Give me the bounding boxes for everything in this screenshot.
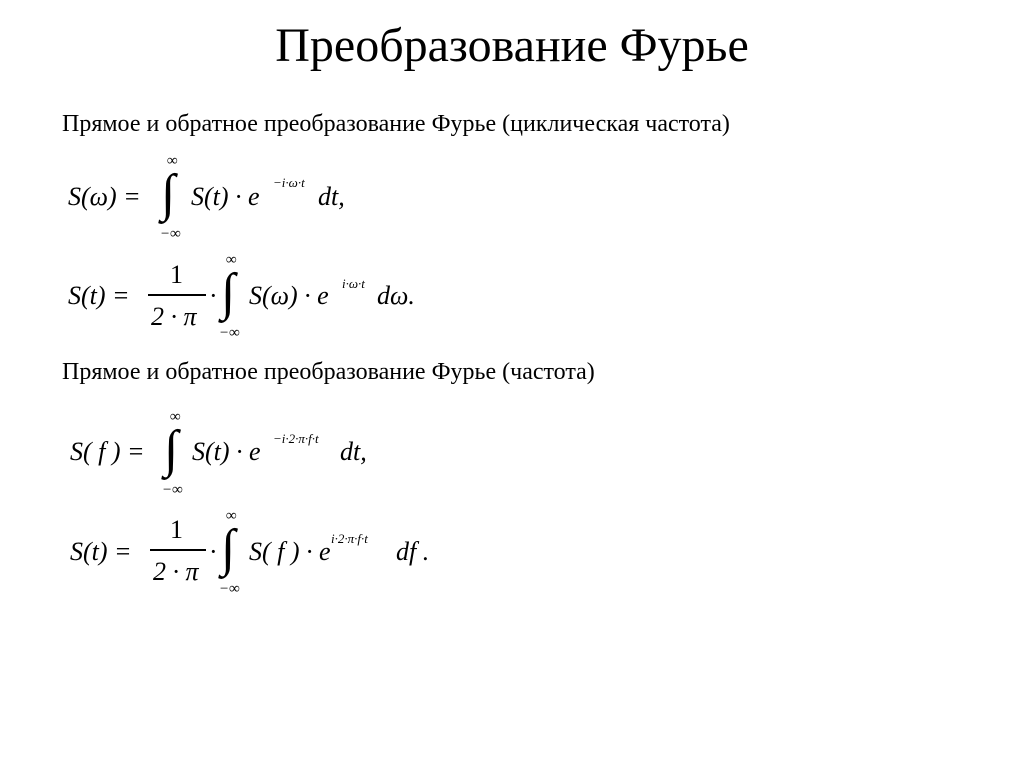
formula-exponent: −i·ω·t	[273, 175, 305, 190]
formula-exponent: −i·2·π·f·t	[273, 431, 319, 446]
multiply-dot: ·	[209, 537, 218, 566]
formula-integrand: S(t) · e	[191, 182, 260, 211]
integral-sign: ∫	[164, 421, 179, 478]
integral-sign: ∫	[161, 165, 176, 222]
formula-exponent: i·2·π·f·t	[331, 531, 368, 546]
formula-lhs: S(t) =	[68, 281, 130, 310]
formula-lhs: S(ω) =	[68, 182, 141, 211]
formula-exponent: i·ω·t	[342, 276, 365, 291]
lower-limit: −∞	[160, 226, 181, 242]
integral-sign: ∫	[221, 520, 236, 577]
lower-limit: −∞	[219, 325, 240, 341]
upper-limit: ∞	[226, 508, 237, 524]
upper-limit: ∞	[170, 409, 181, 425]
formula-integrand: S(t) · e	[192, 437, 261, 466]
integral-sign: ∫	[221, 264, 236, 321]
section-heading-cyclic: Прямое и обратное преобразование Фурье (циклическая частота)	[62, 111, 730, 137]
upper-limit: ∞	[167, 153, 178, 169]
fraction-bar	[150, 549, 206, 551]
formula-tail: df .	[396, 537, 430, 566]
lower-limit: −∞	[162, 482, 183, 498]
upper-limit: ∞	[226, 252, 237, 268]
fraction-numerator: 1	[170, 515, 183, 544]
multiply-dot: ·	[209, 281, 218, 310]
fraction-denominator: 2 · π	[153, 557, 199, 586]
fraction-bar	[148, 294, 206, 296]
formula-lhs: S( f ) =	[70, 437, 145, 466]
formula-tail: dt,	[318, 182, 345, 211]
formula-integrand: S( f ) · e	[249, 537, 331, 566]
formula-integrand: S(ω) · e	[249, 281, 329, 310]
lower-limit: −∞	[219, 581, 240, 597]
formula-lhs: S(t) =	[70, 537, 132, 566]
formula-tail: dω.	[377, 281, 415, 310]
formula-tail: dt,	[340, 437, 367, 466]
fraction-numerator: 1	[170, 260, 183, 289]
fraction-denominator: 2 · π	[151, 302, 197, 331]
section-heading-frequency: Прямое и обратное преобразование Фурье (частота)	[62, 359, 595, 385]
slide-title: Преобразование Фурье	[275, 19, 749, 72]
